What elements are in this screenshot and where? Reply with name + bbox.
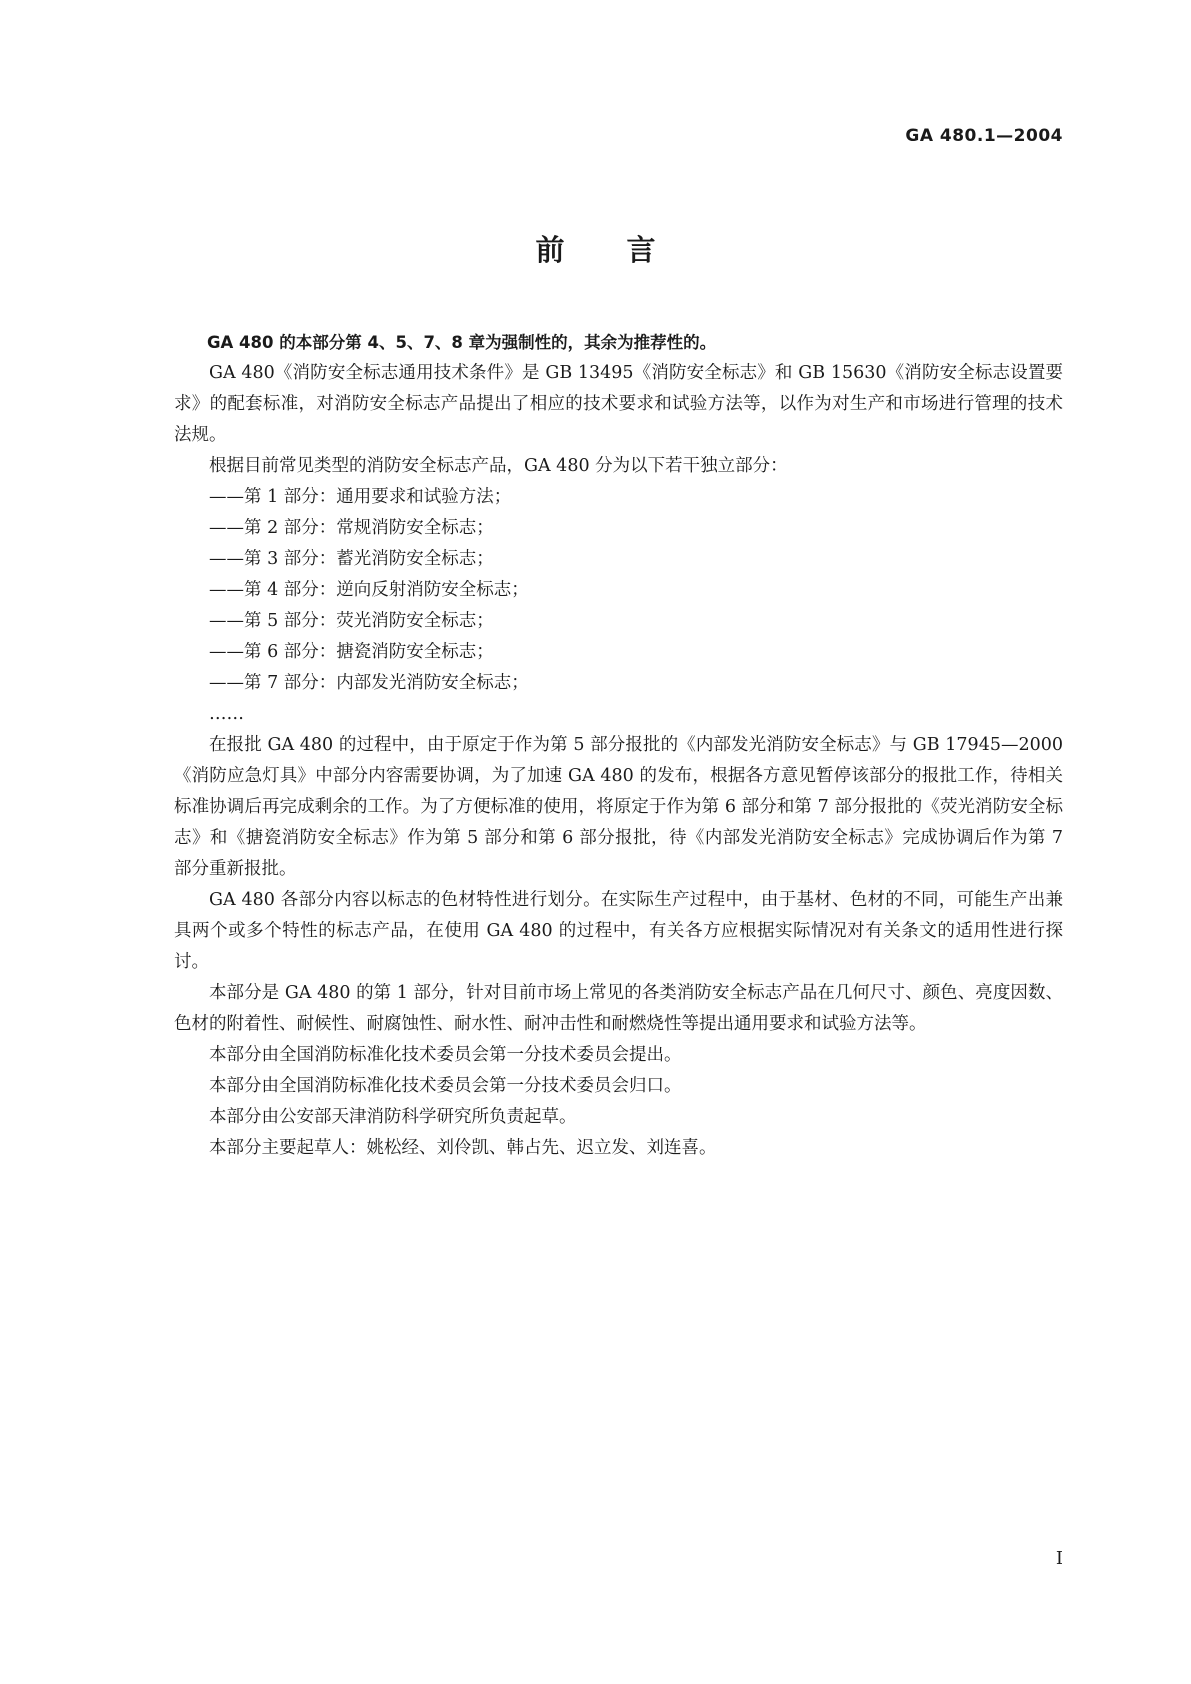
paragraph-approval-process: 在报批 GA 480 的过程中，由于原定于作为第 5 部分报批的《内部发光消防安全标志》与 GB 17945—2000《消防应急灯具》中部分内容需要协调，为了加速 GA 480 的发布，根据各方意见暂停该部分的报批工作，待相关标准协调后再完成剩余的工作。为了方便标准的使用，将原定于作为第 6 部分和第 7 部分报批的《荧光消防安全标志》和《搪瓷消防安全标志》作为第 5 部分和第 6 部分报批，待《内部发光消防安全标志》完成协调后作为第 7 部分重新报批。 <box>174 735 1063 879</box>
paragraph-managed-by: 本部分由全国消防标准化技术委员会第一分技术委员会归口。 <box>209 1076 682 1096</box>
paragraph-parts-intro: 根据目前常见类型的消防安全标志产品，GA 480 分为以下若干独立部分： <box>209 456 788 476</box>
paragraph-classification: GA 480 各部分内容以标志的色材特性进行划分。在实际生产过程中，由于基材、色材的不同，可能生产出兼具两个或多个特性的标志产品，在使用 GA 480 的过程中，有关各方应根据实际情况对有关条文的适用性进行探讨。 <box>174 890 1063 972</box>
part-list-item: ——第 6 部分：搪瓷消防安全标志； <box>209 642 494 662</box>
paragraph-drafted-by: 本部分由公安部天津消防科学研究所负责起草。 <box>209 1107 577 1127</box>
mandatory-statement: GA 480 的本部分第 4、5、7、8 章为强制性的，其余为推荐性的。 <box>207 333 717 352</box>
paragraph-proposed-by: 本部分由全国消防标准化技术委员会第一分技术委员会提出。 <box>209 1045 682 1065</box>
part-list-item: ——第 4 部分：逆向反射消防安全标志； <box>209 580 529 600</box>
standard-number: GA 480.1—2004 <box>905 126 1063 146</box>
paragraph-scope: 本部分是 GA 480 的第 1 部分，针对目前市场上常见的各类消防安全标志产品在几何尺寸、颜色、亮度因数、色材的附着性、耐候性、耐腐蚀性、耐水性、耐冲击性和耐燃烧性等提出通用要求和试验方法等。 <box>174 983 1063 1034</box>
part-list-item: ——第 7 部分：内部发光消防安全标志； <box>209 673 529 693</box>
part-list-item: ——第 2 部分：常规消防安全标志； <box>209 518 494 538</box>
page-title: 前言 <box>535 233 718 267</box>
paragraph-drafters: 本部分主要起草人：姚松经、刘伶凯、韩占先、迟立发、刘连喜。 <box>209 1138 717 1158</box>
foreword-body <box>174 327 1063 1164</box>
paragraph-standard-purpose: GA 480《消防安全标志通用技术条件》是 GB 13495《消防安全标志》和 GB 15630《消防安全标志设置要求》的配套标准，对消防安全标志产品提出了相应的技术要求和试验方法等，以作为对生产和市场进行管理的技术法规。 <box>174 363 1063 445</box>
page-number: I <box>1055 1548 1063 1569</box>
list-ellipsis: …… <box>209 704 244 724</box>
part-list-item: ——第 5 部分：荧光消防安全标志； <box>209 611 494 631</box>
part-list-item: ——第 3 部分：蓄光消防安全标志； <box>209 549 494 569</box>
part-list-item: ——第 1 部分：通用要求和试验方法； <box>209 487 512 507</box>
